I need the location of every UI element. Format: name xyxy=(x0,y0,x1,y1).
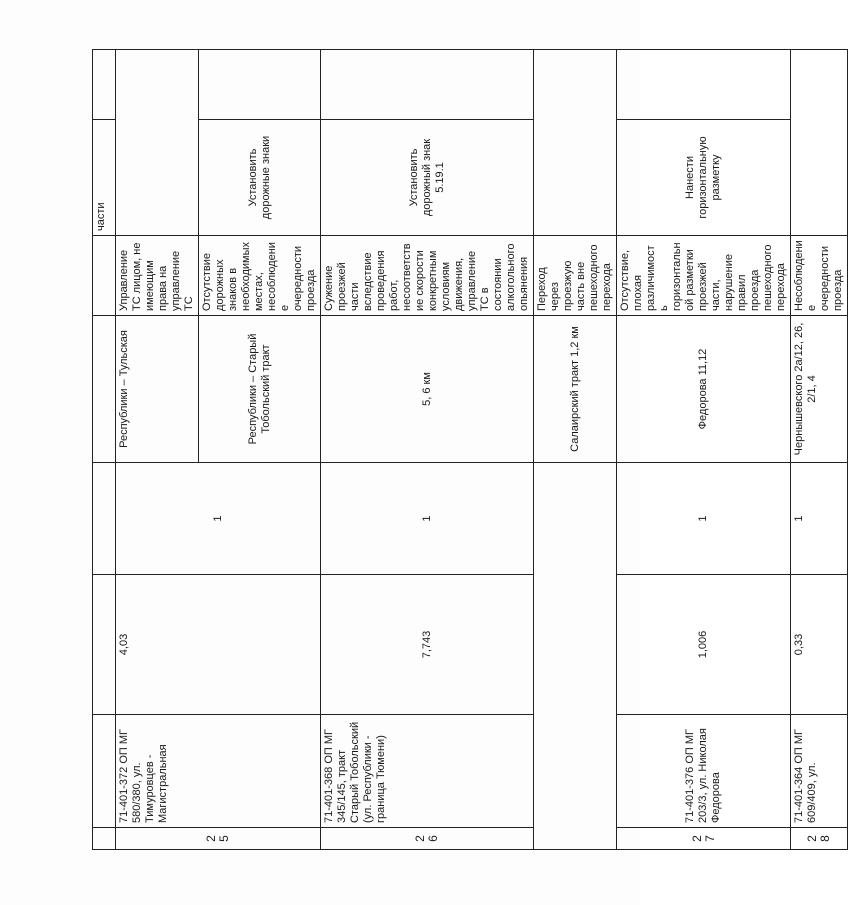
header-cell xyxy=(93,828,116,850)
length-cell: 4,03 xyxy=(116,575,321,715)
cause-cell: Сужение проезжей части вследствие проведения работ, несоответствие скорости конкретным условиям движения, управление ТС в состоянии алкогольного опьянения xyxy=(321,236,534,316)
cause-cell: Переход через проезжую часть вне пешеходного перехода xyxy=(534,236,617,316)
count-cell: 1 xyxy=(321,463,534,575)
cause-cell: Управление ТС лицом, не имеющим права на управление ТС xyxy=(116,236,199,316)
continuation-cell xyxy=(534,463,617,850)
measure-cell: Нанести горизонтальную разметку xyxy=(617,120,791,236)
row-number: 26 xyxy=(321,828,534,850)
count-cell: 1 xyxy=(116,463,321,575)
measure-cell: Установить дорожный знак 5.19.1 xyxy=(321,120,534,236)
header-cell xyxy=(93,715,116,828)
location-cell: Салаирский тракт 1,2 км xyxy=(534,316,617,463)
location-cell: 5, 6 км xyxy=(321,316,534,463)
count-cell: 1 xyxy=(791,463,848,575)
header-cell-col4: части xyxy=(93,120,116,236)
table-row xyxy=(534,50,617,850)
row-number: 28 xyxy=(791,828,848,850)
location-cell: Республики – Тульская xyxy=(116,316,199,463)
road-cell: 71-401-364 ОП МГ 609/409, ул. xyxy=(791,715,848,828)
rotated-table-container xyxy=(92,50,844,850)
spacer-cell xyxy=(199,50,321,120)
cause-cell: Отсутствие дорожных знаков в необходимых местах, несоблюдение очередности проезда xyxy=(199,236,321,316)
measure-cell: Установить дорожные знаки xyxy=(199,120,321,236)
header-cell xyxy=(93,50,116,120)
length-cell: 0,33 xyxy=(791,575,848,715)
road-cell: 71-401-372 ОП МГ 580/380, ул. Тимуровцев - Магистральная xyxy=(116,715,321,828)
spacer-cell xyxy=(321,50,534,120)
table-row xyxy=(617,50,791,850)
location-cell: Республики – Старый Тобольский тракт xyxy=(199,316,321,463)
table-row xyxy=(791,50,848,850)
header-cell xyxy=(93,463,116,575)
accident-sites-table xyxy=(92,49,848,850)
header-cell xyxy=(93,236,116,316)
road-cell: 71-401-368 ОП МГ 345/145, тракт Старый Тобольский (ул. Республики - граница Тюмени) xyxy=(321,715,534,828)
spacer-cell xyxy=(534,50,617,236)
spacer-cell xyxy=(617,50,791,120)
row-number: 25 xyxy=(116,828,321,850)
length-cell: 7,743 xyxy=(321,575,534,715)
row-number: 27 xyxy=(617,828,791,850)
header-cell xyxy=(93,316,116,463)
spacer-cell xyxy=(116,50,199,236)
length-cell: 1,006 xyxy=(617,575,791,715)
spacer-cell xyxy=(791,50,848,236)
table-row xyxy=(116,50,199,850)
table-row xyxy=(321,50,534,850)
cause-cell: Отсутствие, плохая различимость горизонтальной разметки проезжей части, нарушение правил проезда пешеходного перехода xyxy=(617,236,791,316)
location-cell: Федорова 11,12 xyxy=(617,316,791,463)
header-cell xyxy=(93,575,116,715)
road-cell: 71-401-376 ОП МГ 203/3, ул. Николая Федорова xyxy=(617,715,791,828)
header-row xyxy=(93,50,116,850)
count-cell: 1 xyxy=(617,463,791,575)
location-cell: Чернышевского 2а/12, 26, 2/1, 4 xyxy=(791,316,848,463)
cause-cell: Несоблюдение очередности проезда xyxy=(791,236,848,316)
